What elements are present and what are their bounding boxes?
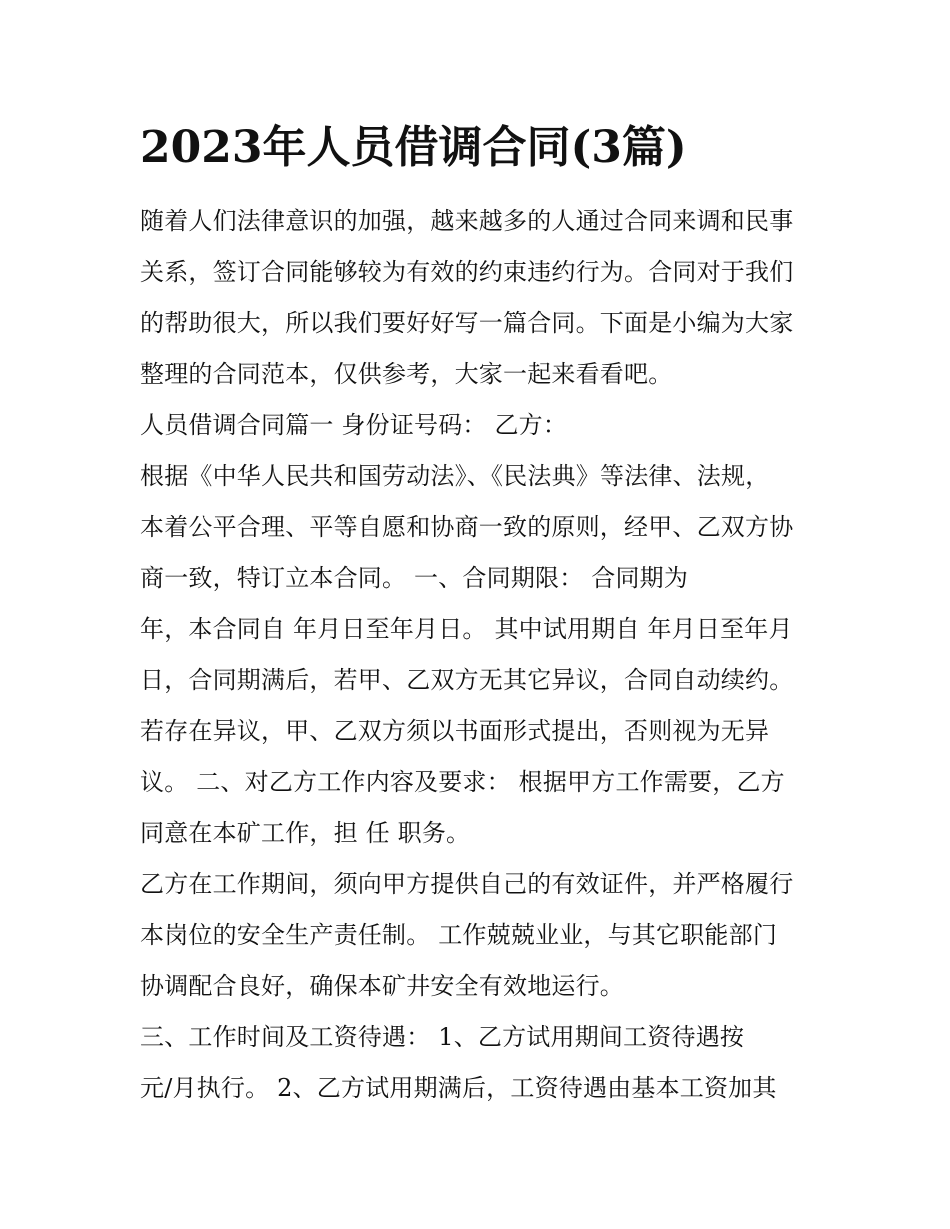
body-line: 协调配合良好，确保本矿井安全有效地运行。 — [140, 972, 624, 1000]
body-line: 年，本合同自 年月日至年月日。 其中试用期自 年月日至年月 — [140, 615, 793, 643]
body-line: 乙方在工作期间，须向甲方提供自己的有效证件，并严格履行 — [140, 870, 794, 898]
body-line: 日，合同期满后，若甲、乙双方无其它异议，合同自动续约。 — [140, 666, 794, 694]
body-line: 本岗位的安全生产责任制。 工作兢兢业业，与其它职能部门 — [140, 921, 778, 949]
body-line: 商一致，特订立本合同。 一、合同期限： 合同期为 — [140, 564, 689, 592]
body-line: 的帮助很大，所以我们要好好写一篇合同。下面是小编为大家 — [140, 309, 794, 337]
document-body — [140, 196, 830, 1114]
body-line: 三、工作时间及工资待遇： 1、乙方试用期间工资待遇按 — [140, 1023, 745, 1051]
body-line: 议。 二、对乙方工作内容及要求： 根据甲方工作需要，乙方 — [140, 768, 785, 796]
body-line: 根据《中华人民共和国劳动法》、《民法典》等法律、法规， — [140, 462, 770, 490]
body-line: 若存在异议，甲、乙双方须以书面形式提出，否则视为无异 — [140, 717, 770, 745]
body-line: 随着人们法律意识的加强，越来越多的人通过合同来调和民事 — [140, 207, 794, 235]
document-title: 2023年人员借调合同(3篇) — [140, 122, 687, 173]
body-line: 本着公平合理、平等自愿和协商一致的原则，经甲、乙双方协 — [140, 513, 794, 541]
body-line: 元/月执行。 2、乙方试用期满后，工资待遇由基本工资加其 — [140, 1074, 777, 1102]
body-line: 整理的合同范本，仅供参考，大家一起来看看吧。 — [140, 360, 673, 388]
body-line: 关系，签订合同能够较为有效的约束违约行为。合同对于我们 — [140, 258, 794, 286]
body-line: 同意在本矿工作，担 任 职务。 — [140, 819, 471, 847]
body-line: 人员借调合同篇一 身份证号码： 乙方： — [140, 411, 568, 439]
